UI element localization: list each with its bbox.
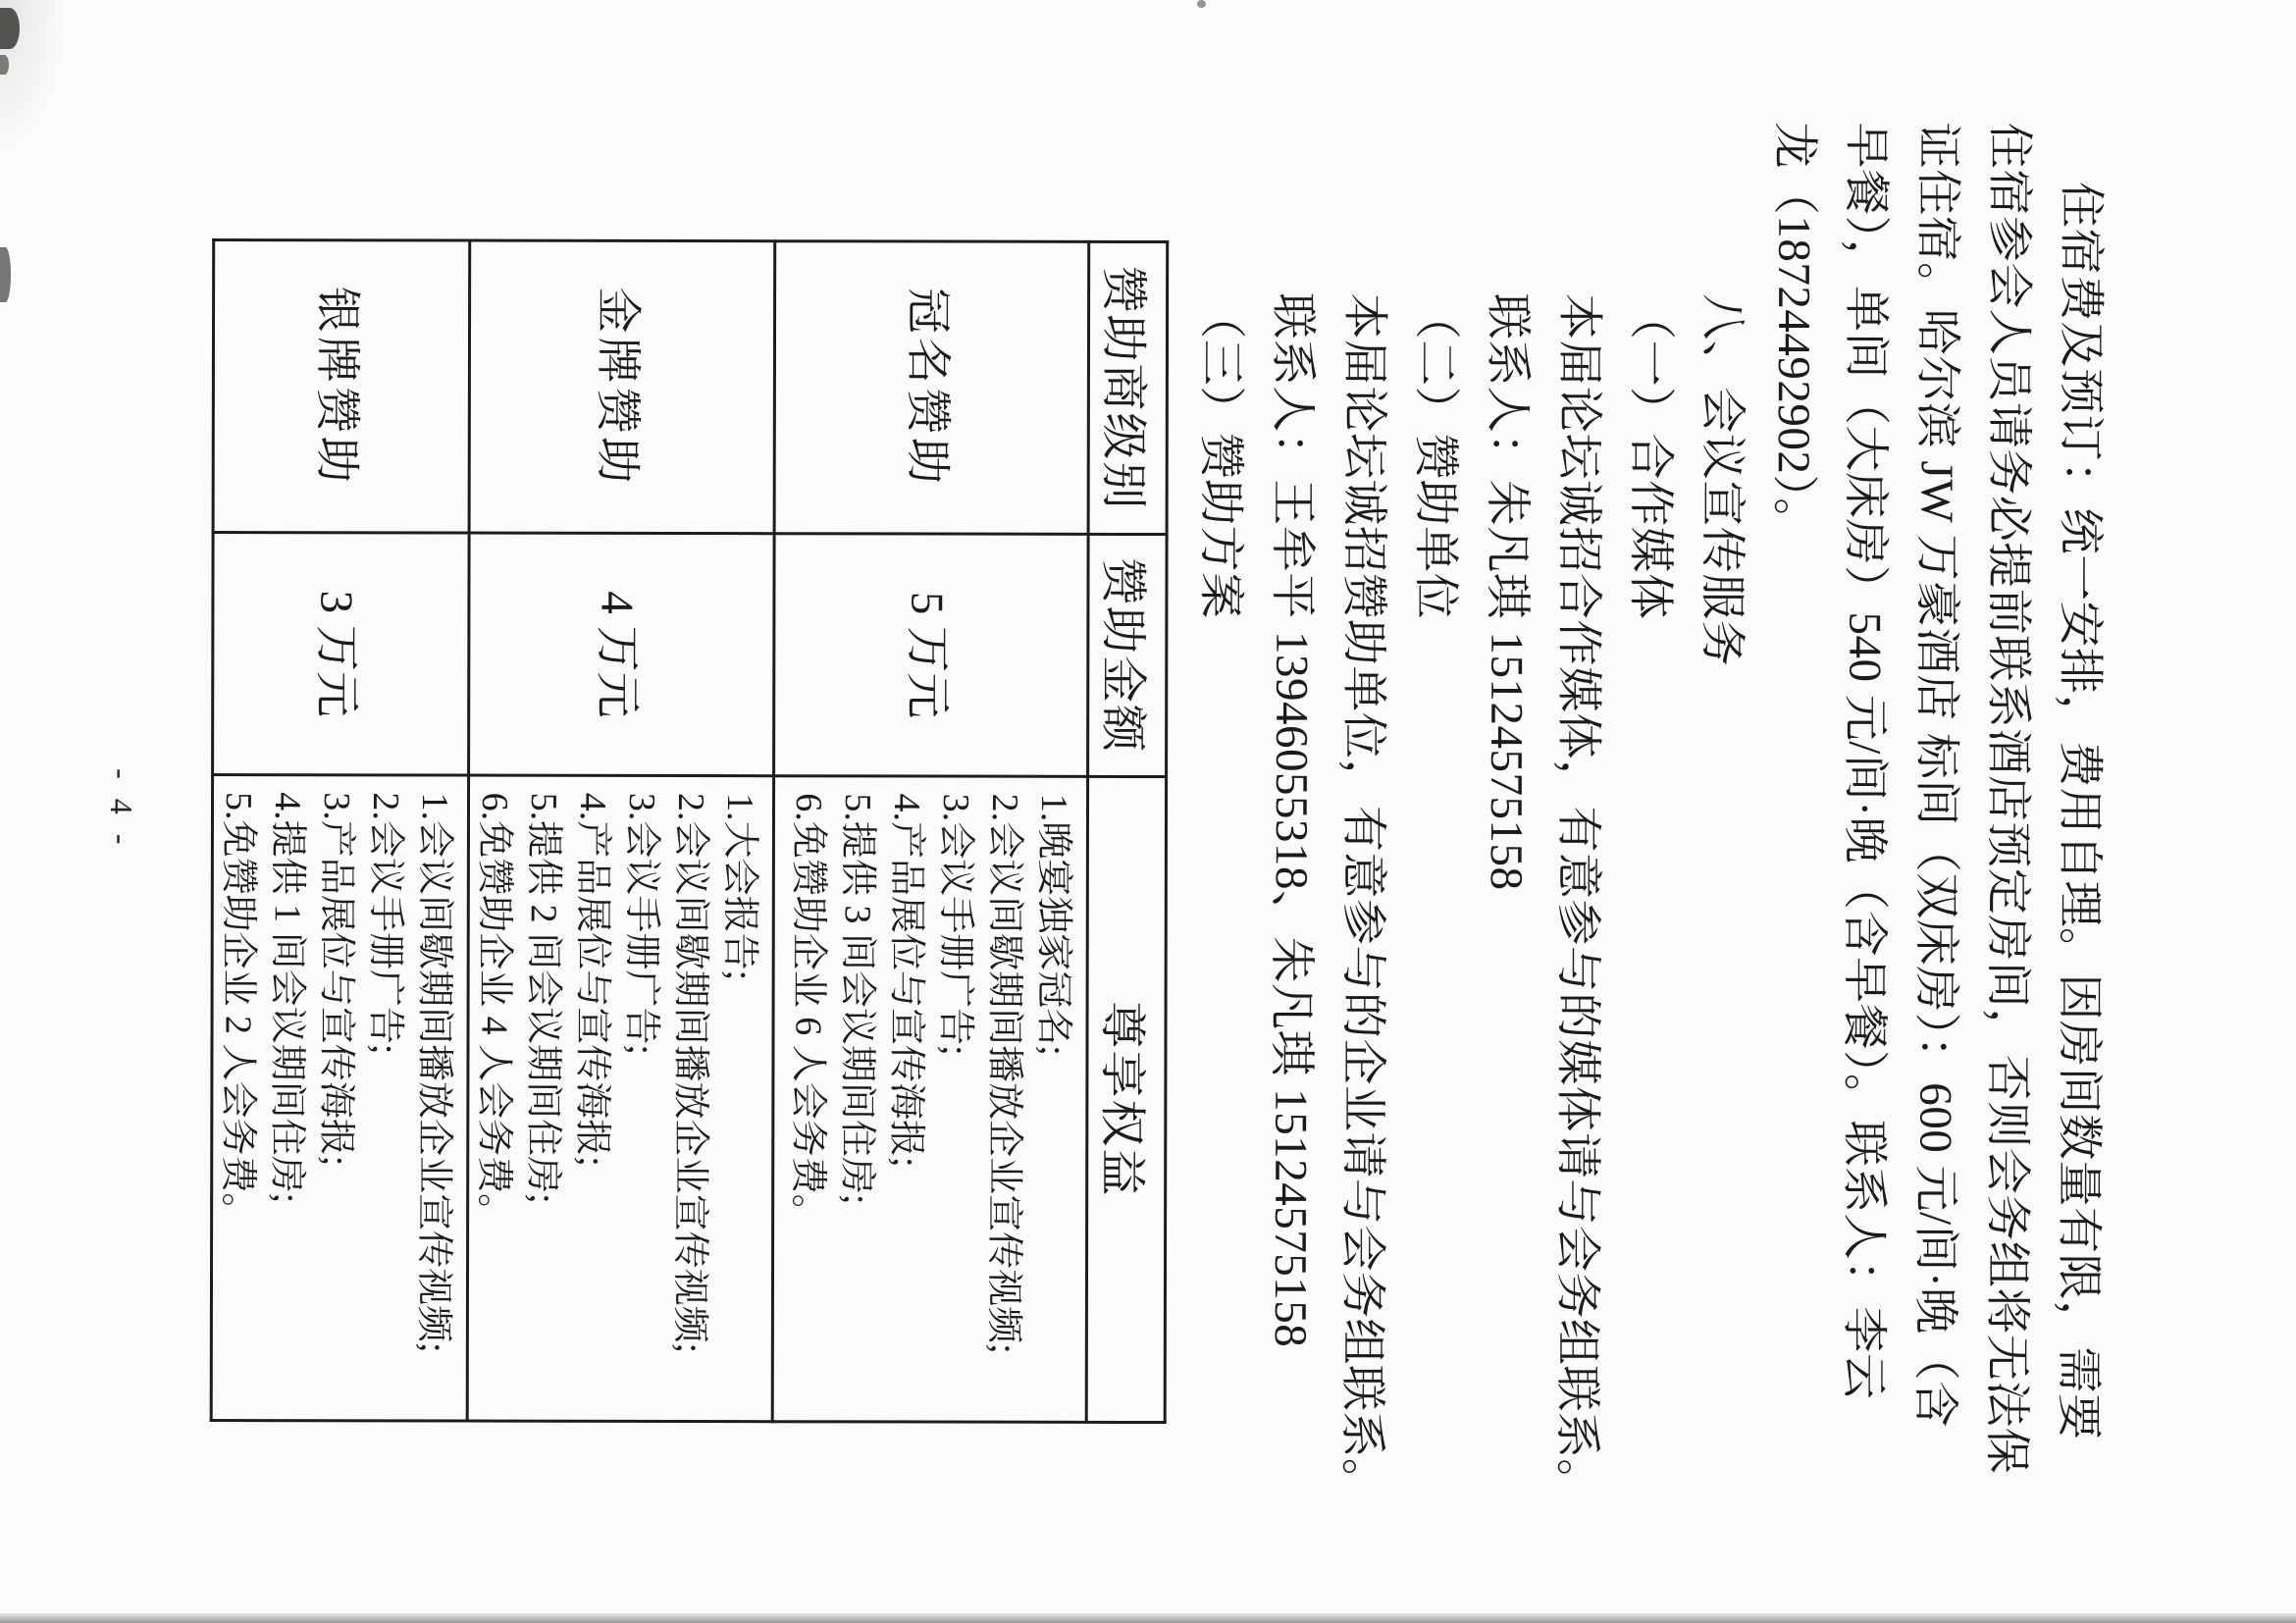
body-line: 龙（18724492902）。: [1767, 122, 1820, 545]
sponsor-level: 银牌赞助: [213, 240, 470, 534]
benefit-item: 4.提供 1 间会议期间住房;: [266, 792, 309, 1204]
benefit-item: 5.提供 2 间会议期间住房;: [522, 792, 565, 1204]
scan-artifact: [0, 247, 11, 302]
benefit-item: 3.产品展位与宣传海报;: [315, 792, 358, 1167]
sponsor-amount: 3 万元: [213, 533, 470, 776]
header-sponsor-level: 赞助商级别: [1088, 241, 1168, 534]
scan-artifact: [0, 55, 9, 75]
sponsor-benefits: [467, 775, 773, 1422]
contact-line: 联系人：王牟平 13946055318、朱凡琪 15124575158: [1264, 292, 1319, 1348]
benefit-item: 1.大会报告;: [718, 793, 761, 981]
benefit-item: 2.会议间歇期间播放企业宣传视频;: [668, 792, 712, 1354]
benefit-item: 1.晚宴独家冠名;: [1032, 793, 1075, 1056]
subsection-heading: （一）合作媒体: [1624, 293, 1677, 620]
body-line: 本届论坛诚招合作媒体，有意参与的媒体请与会务组联系。: [1550, 292, 1605, 1505]
body-line: 本届论坛诚招赞助单位，有意参与的企业请与会务组联系。: [1335, 292, 1390, 1505]
sponsor-benefits: [772, 776, 1087, 1423]
benefit-item: 4.产品展位与宣传海报;: [885, 793, 928, 1168]
benefit-item: 4.产品展位与宣传海报;: [571, 792, 614, 1167]
benefit-item: 6.免赞助企业 6 人会务费。: [787, 793, 830, 1231]
section-heading: 八、会议宣传服务: [1696, 293, 1748, 667]
benefit-item: 3.会议手册广告;: [934, 793, 977, 1056]
table-row: [467, 240, 775, 1422]
subsection-heading: （二）赞助单位: [1409, 292, 1462, 620]
benefit-item: 5.提供 3 间会议期间住房;: [836, 793, 879, 1205]
sponsor-amount: 4 万元: [469, 533, 775, 776]
header-benefits: 尊享权益: [1086, 776, 1166, 1422]
sponsor-level: 金牌赞助: [469, 240, 775, 534]
sponsor-level: 冠名赞助: [774, 241, 1089, 535]
sponsor-benefits: [211, 775, 468, 1422]
table-row: [211, 240, 470, 1422]
benefit-item: 6.免赞助企业 4 人会务费。: [473, 792, 516, 1231]
scan-artifact: [0, 8, 20, 49]
scan-edge: [0, 1613, 2296, 1623]
benefit-item: 5.免赞助企业 2 人会务费。: [217, 792, 260, 1230]
table-row: [772, 241, 1089, 1423]
header-sponsor-amount: 赞助金额: [1088, 534, 1168, 776]
body-line: 早餐），单间（大床房）540 元/间·晚（含早餐）。联系人：李云: [1837, 122, 1892, 1400]
body-line: 证住宿。哈尔滨 JW 万豪酒店 标间（双床房）：600 元/间·晚（含: [1908, 122, 1963, 1428]
benefit-item: 1.会议间歇期间播放企业宣传视频;: [412, 792, 456, 1353]
benefit-item: 3.会议手册广告;: [620, 792, 663, 1056]
document-body: [1182, 121, 2116, 1505]
table-header-row: [1086, 241, 1168, 1422]
sponsor-amount: 5 万元: [774, 534, 1089, 777]
page-number: - 4 -: [103, 768, 140, 851]
benefit-item: 2.会议手册广告;: [364, 792, 407, 1055]
sponsorship-table: [210, 238, 1170, 1424]
body-line: 住宿费及预订：统一安排，费用自理。因房间数量有限，需要: [2052, 181, 2107, 1440]
subsection-heading: （三）赞助方案: [1194, 292, 1247, 619]
scan-artifact: [1197, 0, 1206, 8]
benefit-item: 2.会议间歇期间播放企业宣传视频;: [982, 793, 1026, 1354]
body-line: 住宿参会人员请务必提前联系酒店预定房间，否则会务组将无法保: [1980, 122, 2035, 1475]
contact-line: 联系人：朱凡琪 15124575158: [1480, 292, 1534, 891]
